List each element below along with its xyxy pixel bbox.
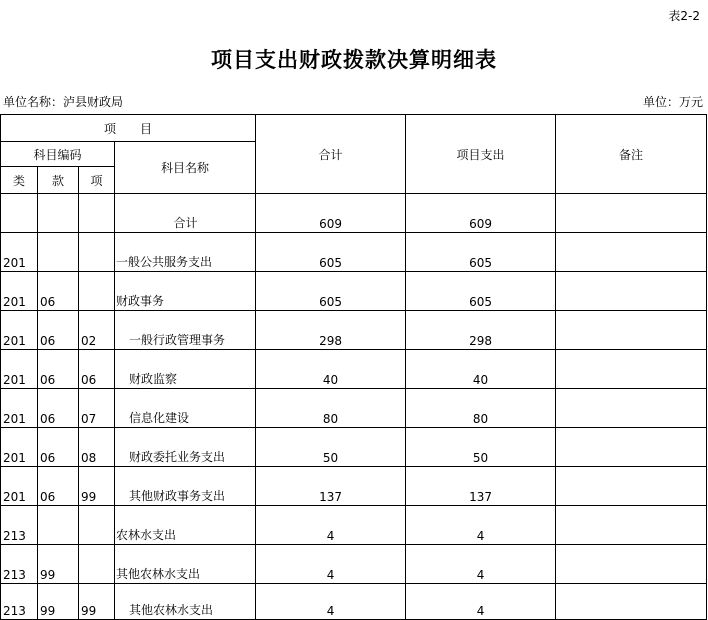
cell-remark [556,311,707,350]
header-kuan: 款 [38,167,79,194]
cell-subject-name: 一般公共服务支出 [115,233,256,272]
table-row [1,506,707,545]
cell-lei: 201 [1,350,38,389]
cell-subject-name: 一般行政管理事务 [115,311,256,350]
table-row [1,272,707,311]
header-subject-code: 科目编码 [1,142,115,167]
cell-lei: 213 [1,584,38,620]
cell-kuan: 06 [38,389,79,428]
cell-remark [556,233,707,272]
cell-kuan [38,233,79,272]
cell-xiang: 06 [79,350,115,389]
cell-lei: 213 [1,545,38,584]
cell-project-expense: 298 [406,311,556,350]
cell-lei: 201 [1,389,38,428]
cell-kuan: 06 [38,272,79,311]
cell-xiang: 07 [79,389,115,428]
cell-kuan: 06 [38,311,79,350]
cell-kuan: 99 [38,545,79,584]
cell-xiang [79,545,115,584]
cell-kuan: 06 [38,467,79,506]
cell-xiang: 02 [79,311,115,350]
cell-xiang [79,194,115,233]
cell-subject-name: 财政监察 [115,350,256,389]
cell-remark [556,272,707,311]
cell-project-expense: 605 [406,272,556,311]
cell-total: 609 [256,194,406,233]
table-row [1,584,707,620]
cell-project-expense: 4 [406,584,556,620]
cell-total: 298 [256,311,406,350]
cell-project-expense: 4 [406,506,556,545]
cell-subject-name: 财政委托业务支出 [115,428,256,467]
expenditure-table [0,114,707,620]
cell-project-expense: 605 [406,233,556,272]
header-subject-name: 科目名称 [115,142,256,194]
cell-lei: 201 [1,233,38,272]
cell-lei: 201 [1,272,38,311]
cell-total: 50 [256,428,406,467]
cell-project-expense: 50 [406,428,556,467]
cell-total: 137 [256,467,406,506]
cell-xiang [79,272,115,311]
cell-subject-name: 合计 [115,194,256,233]
cell-subject-name: 其他财政事务支出 [115,467,256,506]
table-row [1,350,707,389]
cell-remark [556,428,707,467]
table-row [1,389,707,428]
cell-subject-name: 财政事务 [115,272,256,311]
cell-lei [1,194,38,233]
header-xiang: 项 [79,167,115,194]
cell-project-expense: 80 [406,389,556,428]
cell-xiang [79,233,115,272]
cell-remark [556,545,707,584]
table-row [1,467,707,506]
cell-remark [556,389,707,428]
table-row [1,311,707,350]
cell-total: 4 [256,584,406,620]
table-row [1,428,707,467]
cell-lei: 201 [1,428,38,467]
cell-total: 605 [256,272,406,311]
cell-kuan [38,506,79,545]
cell-total: 4 [256,545,406,584]
header-remark: 备注 [556,115,707,194]
header-lei: 类 [1,167,38,194]
cell-xiang: 08 [79,428,115,467]
table-row [1,545,707,584]
header-total: 合计 [256,115,406,194]
cell-kuan: 06 [38,428,79,467]
cell-project-expense: 609 [406,194,556,233]
cell-remark [556,584,707,620]
cell-kuan: 99 [38,584,79,620]
cell-lei: 213 [1,506,38,545]
cell-subject-name: 其他农林水支出 [115,545,256,584]
cell-total: 4 [256,506,406,545]
cell-project-expense: 40 [406,350,556,389]
cell-subject-name: 信息化建设 [115,389,256,428]
form-number: 表2-2 [668,9,700,23]
cell-remark [556,350,707,389]
cell-remark [556,194,707,233]
unit-measure: 单位：万元 [642,95,703,109]
cell-total: 40 [256,350,406,389]
cell-kuan: 06 [38,350,79,389]
cell-xiang [79,506,115,545]
page-title: 项目支出财政拨款决算明细表 [211,48,497,72]
unit-name: 单位名称：泸县财政局 [3,95,124,109]
cell-remark [556,506,707,545]
cell-xiang: 99 [79,584,115,620]
cell-subject-name: 农林水支出 [115,506,256,545]
table-row [1,233,707,272]
cell-lei: 201 [1,467,38,506]
header-project-expense: 项目支出 [406,115,556,194]
cell-kuan [38,194,79,233]
cell-lei: 201 [1,311,38,350]
cell-project-expense: 4 [406,545,556,584]
table-row [1,194,707,233]
cell-xiang: 99 [79,467,115,506]
cell-subject-name: 其他农林水支出 [115,584,256,620]
header-item: 项 目 [1,115,256,142]
cell-total: 80 [256,389,406,428]
cell-project-expense: 137 [406,467,556,506]
cell-remark [556,467,707,506]
cell-total: 605 [256,233,406,272]
